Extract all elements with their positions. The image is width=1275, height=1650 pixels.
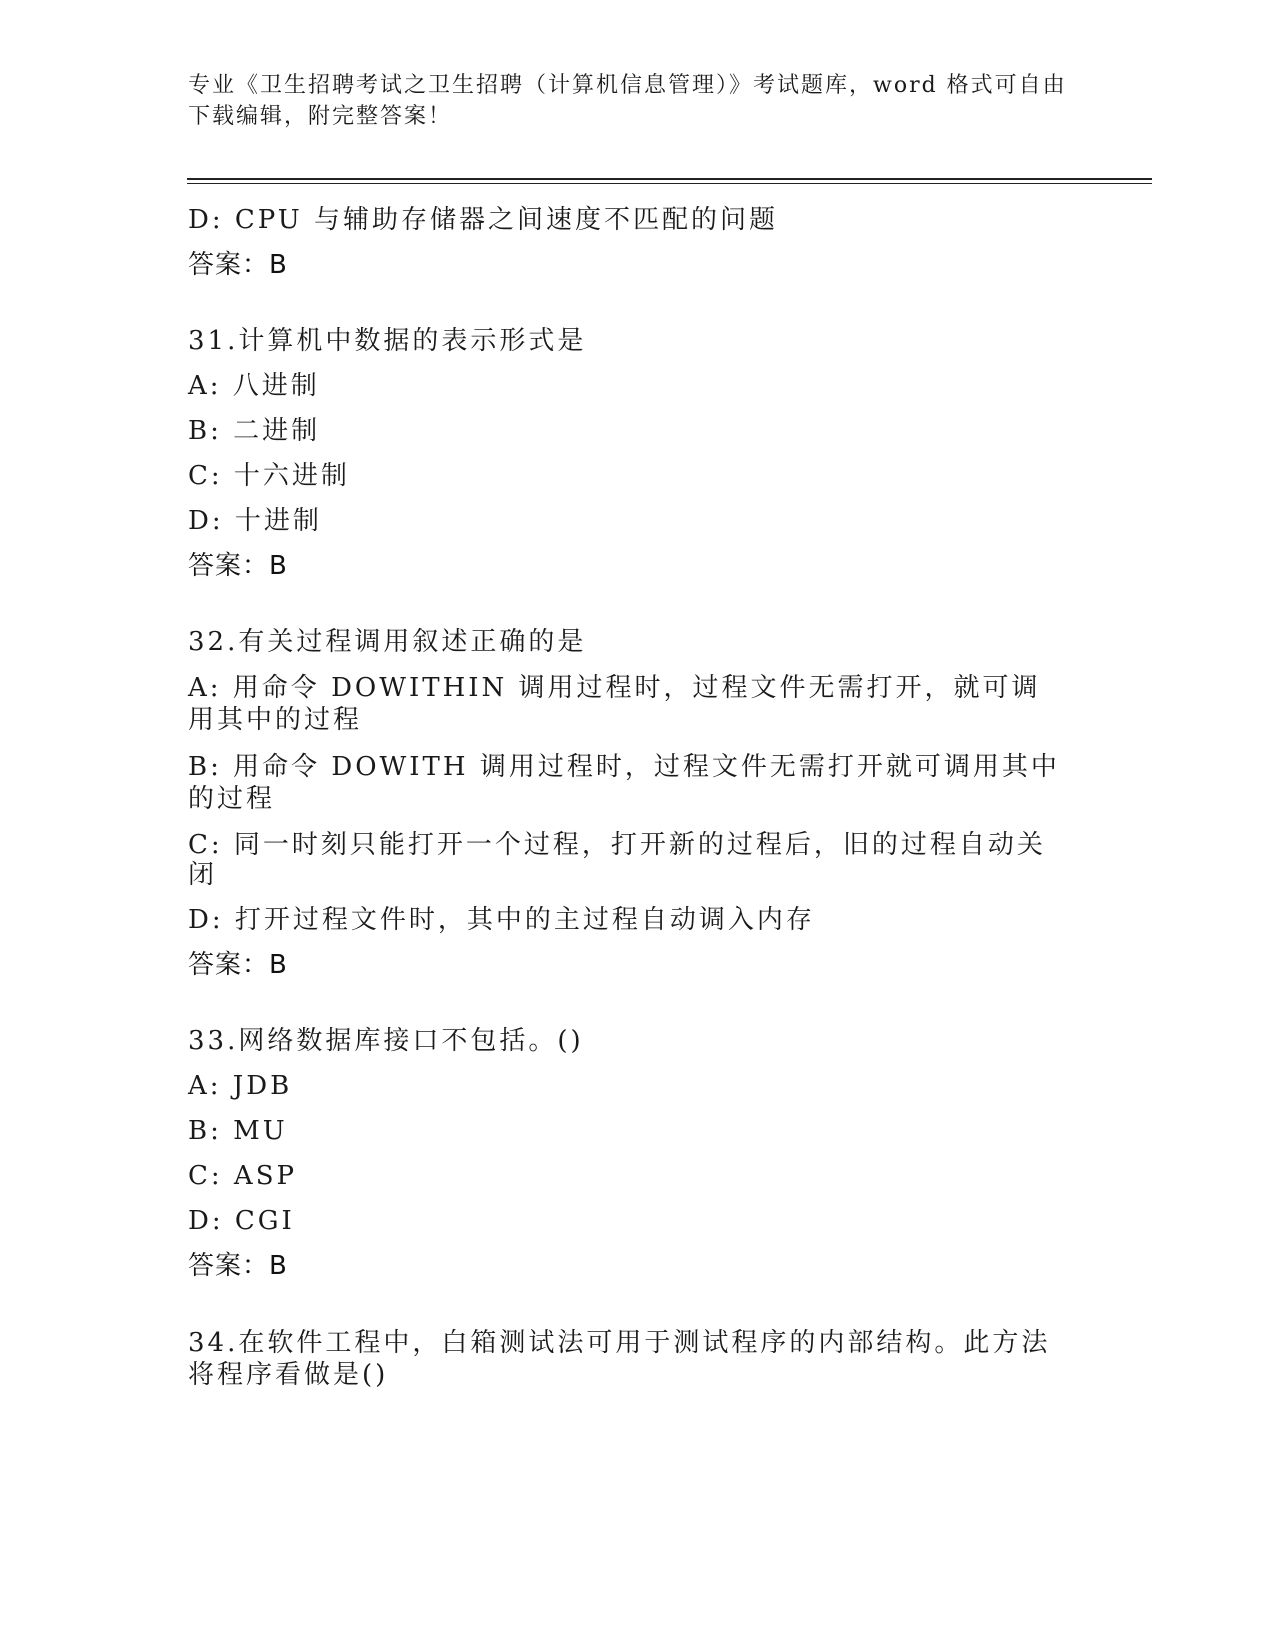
option-a: A: JDB [188, 1071, 293, 1101]
spacer [188, 980, 1068, 1026]
question-33 [188, 1026, 1068, 1281]
question-31 [188, 326, 1068, 581]
header-rule-thin [187, 183, 1152, 184]
carryover-answer: 答案：B [188, 250, 288, 280]
question-stem: 31.计算机中数据的表示形式是 [188, 326, 587, 356]
option-b: B: 用命令 DOWITH 调用过程时，过程文件无需打开就可调用其中的过程 [188, 752, 1060, 814]
question-34 [188, 1327, 1068, 1391]
question-stem: 33.网络数据库接口不包括。() [188, 1026, 584, 1056]
answer: 答案：B [188, 1251, 288, 1281]
option-c: C: 同一时刻只能打开一个过程，打开新的过程后，旧的过程自动关闭 [188, 830, 1046, 890]
spacer [188, 1281, 1068, 1327]
header-rule-thick [187, 178, 1152, 180]
question-stem: 32.有关过程调用叙述正确的是 [188, 627, 587, 657]
option-c: C: ASP [188, 1161, 297, 1191]
option-b: B: 二进制 [188, 416, 321, 446]
answer: 答案：B [188, 551, 288, 581]
answer: 答案：B [188, 950, 288, 980]
option-a: A: 用命令 DOWITHIN 调用过程时，过程文件无需打开，就可调用其中的过程 [188, 673, 1041, 735]
option-a: A: 八进制 [188, 371, 320, 401]
option-c: C: 十六进制 [188, 461, 350, 491]
document-header: 专业《卫生招聘考试之卫生招聘（计算机信息管理）》考试题库，word 格式可自由下载编辑，附完整答案！ [188, 73, 1067, 129]
question-list [188, 190, 1068, 1391]
option-d: D: 打开过程文件时，其中的主过程自动调入内存 [188, 905, 815, 935]
carryover-option-d: D: CPU 与辅助存储器之间速度不匹配的问题 [188, 205, 778, 235]
option-d: D: 十进制 [188, 506, 322, 536]
question-32 [188, 627, 1068, 980]
spacer [188, 581, 1068, 627]
question-stem: 34.在软件工程中，白箱测试法可用于测试程序的内部结构。此方法将程序看做是() [188, 1328, 1051, 1390]
option-b: B: MU [188, 1116, 288, 1146]
option-d: D: CGI [188, 1206, 295, 1236]
spacer [188, 280, 1068, 326]
